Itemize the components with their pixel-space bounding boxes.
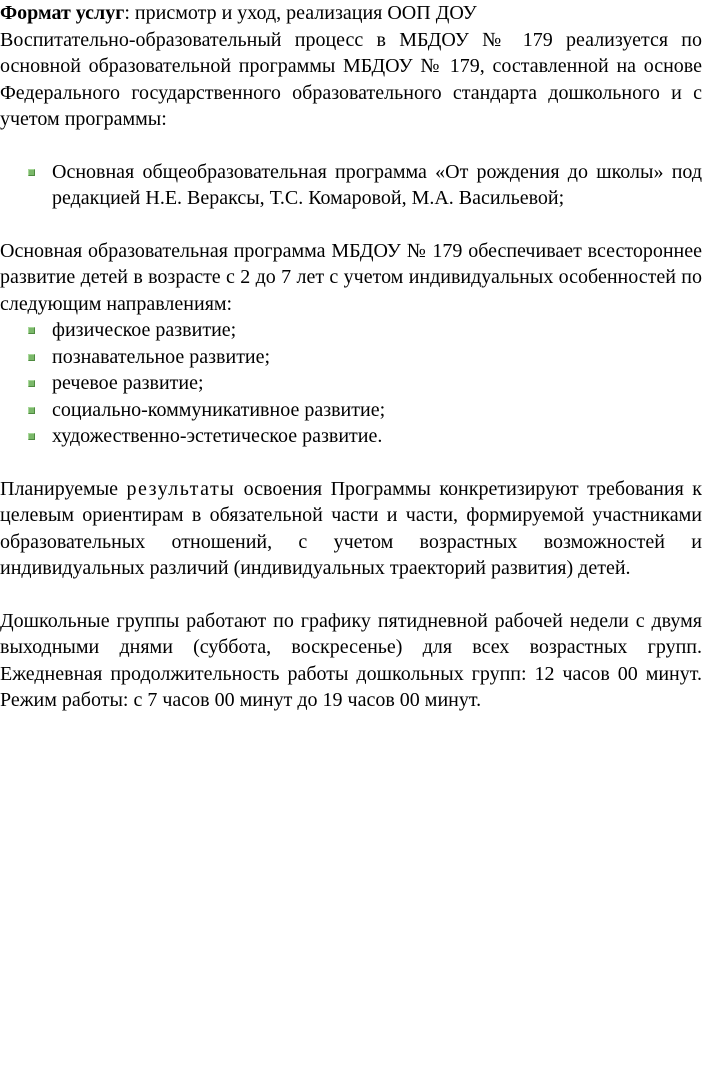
spacer <box>0 133 702 159</box>
development-paragraph: Основная образовательная программа МБДОУ № 179 обеспечивает всестороннее развитие детей в возрасте с 2 до 7 лет с учетом индивидуальных особенностей по следующим направлениям: <box>0 239 702 315</box>
results-spaced-word: результаты <box>126 477 236 500</box>
list-item <box>0 397 702 424</box>
service-format-label: Формат услуг <box>0 2 125 24</box>
service-format-value: : присмотр и уход, реализация ООП ДОУ <box>124 2 477 24</box>
spacer <box>0 582 702 608</box>
development-list <box>0 317 702 450</box>
list-item-text: познавательное развитие; <box>52 345 271 368</box>
list-item-text: социально-коммуникативное развитие; <box>52 398 386 421</box>
list-item-text: художественно-эстетическое развитие. <box>52 425 383 447</box>
list-item-text: физическое развитие; <box>52 319 237 341</box>
square-bullet-icon <box>28 380 35 387</box>
list-item-text: речевое развитие; <box>52 372 204 394</box>
list-item <box>0 317 702 344</box>
spacer <box>0 212 702 238</box>
service-format-line <box>0 0 702 27</box>
list-item <box>0 423 702 450</box>
program-list <box>0 159 702 212</box>
square-bullet-icon <box>28 354 35 361</box>
square-bullet-icon <box>28 169 35 176</box>
intro-paragraph: Воспитательно-образовательный процесс в МБДОУ № 179 реализуется по основной образовательной программы МБДОУ № 179, составленной на основе Федерального государственного образовательного стандарта дошкольного и с учетом программы: <box>0 28 702 130</box>
schedule-paragraph: Дошкольные группы работают по графику пятидневной рабочей недели с двумя выходными днями (суббота, воскресенье) для всех возрастных групп. Ежедневная продолжительность работы дошкольных групп: 12 часов 00 минут. Режим работы: с 7 часов 00 минут до 19 часов 00 минут. <box>0 609 702 711</box>
list-item-text: Основная общеобразовательная программа «От рождения до школы» под редакцией Н.Е. Вераксы, Т.С. Комаровой, М.А. Васильевой; <box>52 160 702 209</box>
square-bullet-icon <box>28 327 35 334</box>
results-text-before: Планируемые <box>0 477 127 500</box>
square-bullet-icon <box>28 433 35 440</box>
spacer <box>0 450 702 476</box>
list-item <box>0 344 702 371</box>
square-bullet-icon <box>28 407 35 414</box>
list-item <box>0 370 702 397</box>
list-item <box>0 159 702 212</box>
results-paragraph <box>0 476 702 582</box>
results-text-after: освоения Программы конкретизируют требования к целевым ориентирам в обязательной части и части, формируемой участниками образовательных отношений, с учетом возрастных возможностей и индивидуальных различий (индивидуальных траекторий развития) детей. <box>0 477 703 579</box>
